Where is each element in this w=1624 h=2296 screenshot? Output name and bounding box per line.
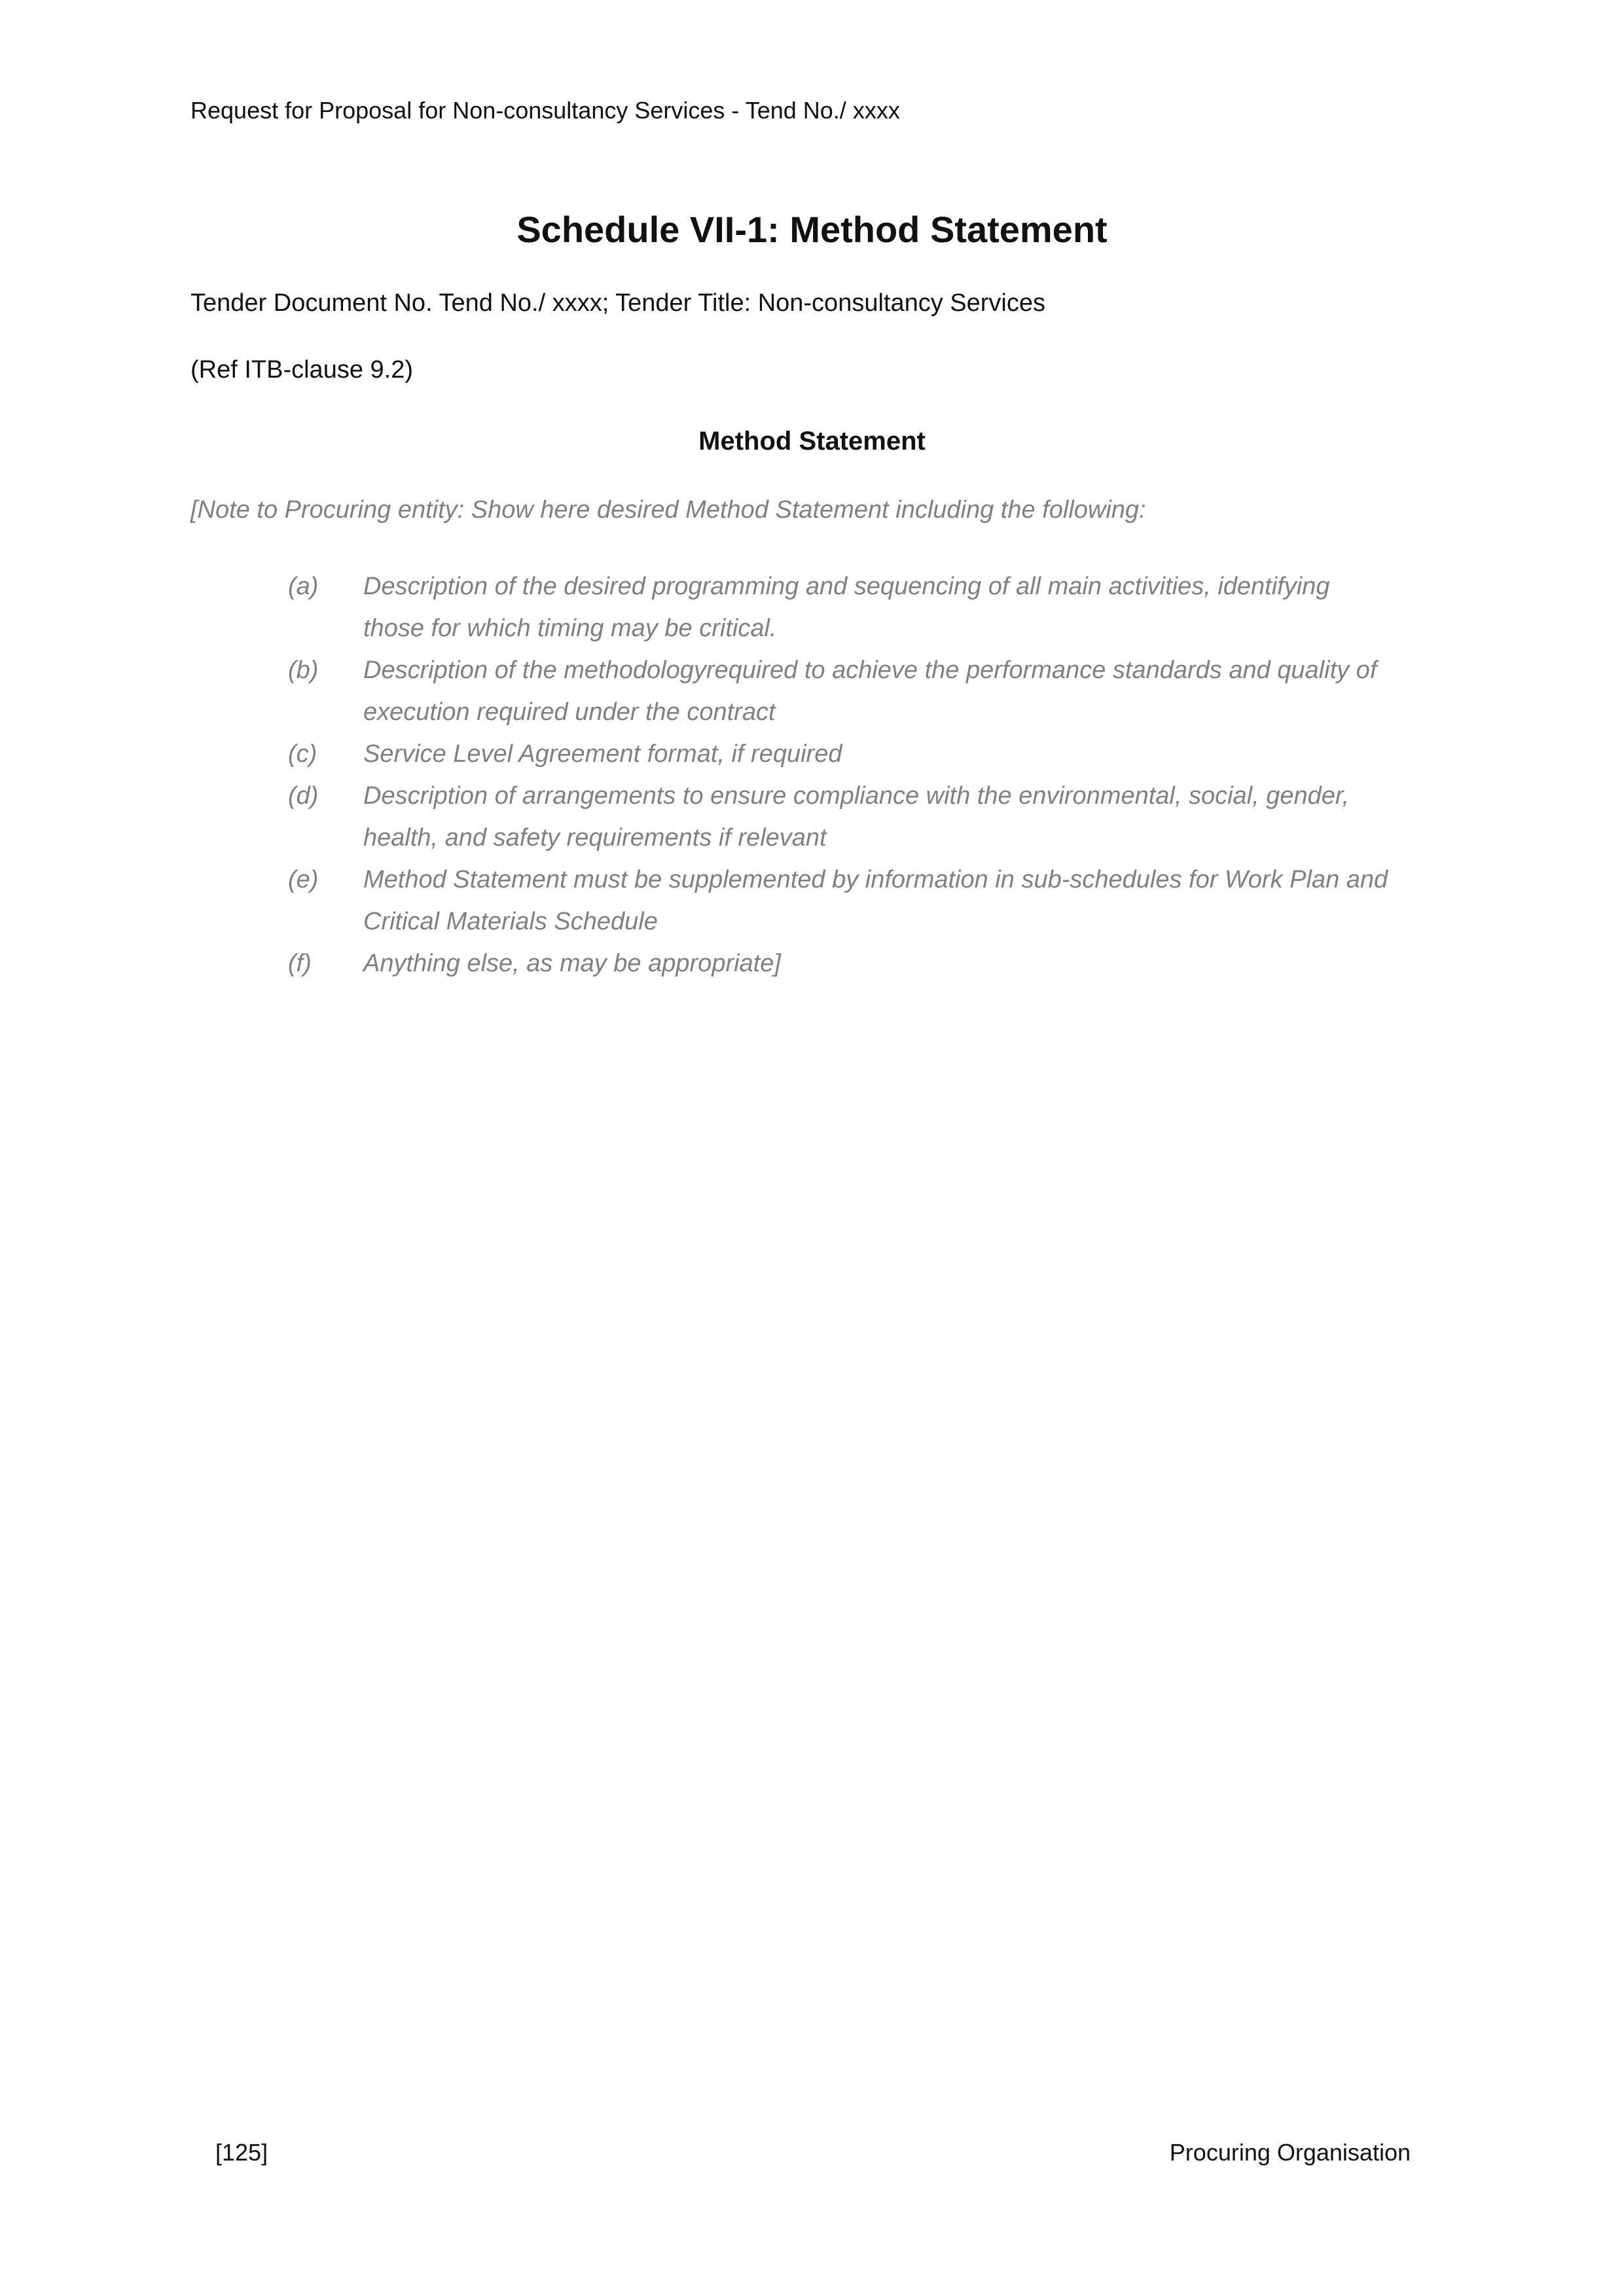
list-item-text: Service Level Agreement format, if required [363,740,842,768]
list-item [288,649,1394,733]
list-item [288,775,1394,859]
tender-document-line: Tender Document No. Tend No./ xxxx; Tender Title: Non-consultancy Services [190,289,1045,317]
list-item-marker: (b) [288,656,319,684]
list-item-marker: (c) [288,740,317,768]
procuring-entity-note-intro: [Note to Procuring entity: Show here desired Method Statement including the following: [190,496,1146,524]
list-item-text: Description of the methodologyrequired to achieve the performance standards and quality of execution required under the contract [363,656,1377,726]
list-item-text: Method Statement must be supplemented by information in sub-schedules for Work Plan and Critical Materials Schedule [363,866,1388,935]
list-item-text: Description of arrangements to ensure compliance with the environmental, social, gender, health, and safety requirements if relevant [363,782,1350,852]
list-item-marker: (a) [288,573,319,600]
list-item-marker: (d) [288,782,319,810]
list-item [288,733,1394,775]
list-item-text: Description of the desired programming and sequencing of all main activities, identifying those for which timing may be critical. [363,573,1330,642]
list-item-text: Anything else, as may be appropriate] [363,950,781,977]
list-item [288,942,1394,984]
list-item-marker: (f) [288,950,312,977]
list-item [288,859,1394,942]
list-item-marker: (e) [288,866,319,893]
footer-organisation: Procuring Organisation [1169,2139,1411,2166]
page-title: Schedule VII-1: Method Statement [516,209,1108,250]
itb-clause-reference: (Ref ITB-clause 9.2) [190,356,413,384]
list-item [288,565,1394,649]
page-number: [125] [215,2139,268,2166]
section-heading-method-statement: Method Statement [698,427,926,456]
page-footer [190,2139,1434,2166]
running-header: Request for Proposal for Non-consultancy Services - Tend No./ xxxx [190,97,900,124]
note-items-list [288,565,1394,984]
